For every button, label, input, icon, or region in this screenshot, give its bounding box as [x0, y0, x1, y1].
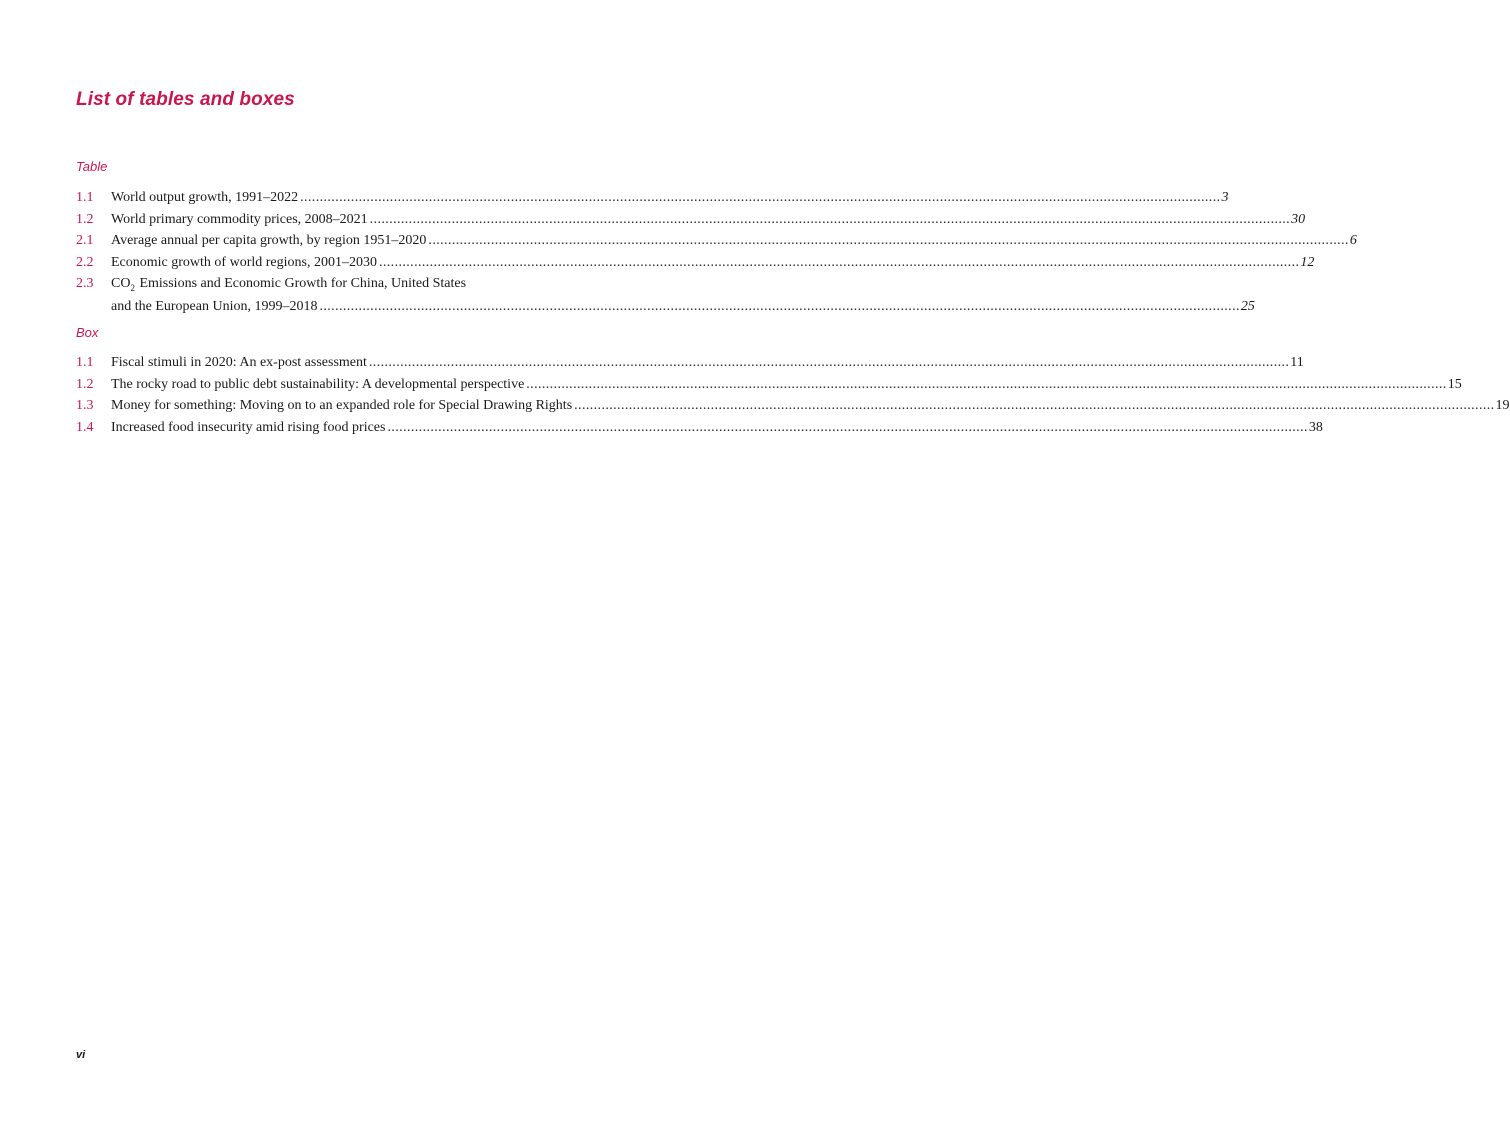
- entry-page-number: 3: [1221, 190, 1229, 205]
- entry-page-number: 11: [1290, 355, 1304, 370]
- entry-page-number: 12: [1300, 254, 1315, 270]
- dot-leader: [387, 417, 1307, 439]
- entry-title-line-1-rest: Emissions and Economic Growth for China, United States: [135, 276, 467, 291]
- dot-leader: [526, 374, 1446, 396]
- entry-number: 1.1: [76, 355, 94, 370]
- entry-number: 1.2: [76, 211, 94, 227]
- entry-page-number: 38: [1308, 419, 1323, 435]
- entry-title: Money for something: Moving on to an expanded role for Special Drawing Rights: [111, 398, 573, 413]
- box-entry-1-2[interactable]: [76, 374, 1462, 396]
- entry-number: 1.2: [76, 376, 94, 392]
- entry-page-number: 19: [1495, 398, 1510, 413]
- entry-number: 2.2: [76, 254, 94, 270]
- entry-title: The rocky road to public debt sustainability: A developmental perspective: [111, 376, 525, 392]
- entry-title-line-1: [111, 273, 466, 296]
- dot-leader: [370, 209, 1290, 231]
- box-section-label: Box: [76, 325, 99, 340]
- box-entry-1-4[interactable]: [76, 417, 1323, 439]
- entry-page-number: 25: [1240, 298, 1255, 314]
- entry-title: Increased food insecurity amid rising food prices: [111, 419, 386, 435]
- entry-title: Fiscal stimuli in 2020: An ex-post assessment: [111, 355, 367, 370]
- box-entry-1-3[interactable]: [76, 395, 1510, 417]
- entry-page-number: 30: [1291, 211, 1306, 227]
- dot-leader: [574, 395, 1494, 417]
- entry-number: 2.1: [76, 233, 94, 248]
- dot-leader: [369, 352, 1289, 374]
- table-entry-2-2[interactable]: [76, 252, 1315, 274]
- entry-number: 1.1: [76, 190, 94, 205]
- page-title: List of tables and boxes: [76, 89, 295, 110]
- entry-title: Economic growth of world regions, 2001–2030: [111, 254, 377, 270]
- entry-number: 2.3: [76, 276, 94, 291]
- table-entry-2-3[interactable]: [76, 273, 1255, 317]
- page-folio: vi: [76, 1049, 86, 1061]
- table-entry-1-2[interactable]: [76, 209, 1306, 231]
- dot-leader: [319, 296, 1239, 318]
- dot-leader: [300, 187, 1220, 209]
- entry-page-number: 15: [1447, 376, 1462, 392]
- entry-number: 1.4: [76, 419, 94, 435]
- table-entry-2-1[interactable]: [76, 230, 1357, 252]
- dot-leader: [428, 230, 1348, 252]
- table-section-label: Table: [76, 159, 108, 174]
- dot-leader: [379, 252, 1299, 274]
- entry-number: 1.3: [76, 398, 94, 413]
- box-entry-1-1[interactable]: [76, 352, 1304, 374]
- entry-title: Average annual per capita growth, by region 1951–2020: [111, 233, 427, 248]
- co2-prefix: CO: [111, 276, 131, 291]
- entry-page-number: 6: [1349, 233, 1357, 248]
- entry-title: World primary commodity prices, 2008–2021: [111, 211, 368, 227]
- table-list: [76, 187, 1357, 317]
- table-entry-1-1[interactable]: [76, 187, 1229, 209]
- entry-title-line-2: and the European Union, 1999–2018: [111, 298, 318, 314]
- co2-subscript: 2: [130, 283, 135, 293]
- box-list: [76, 352, 1510, 438]
- entry-title: World output growth, 1991–2022: [111, 190, 299, 205]
